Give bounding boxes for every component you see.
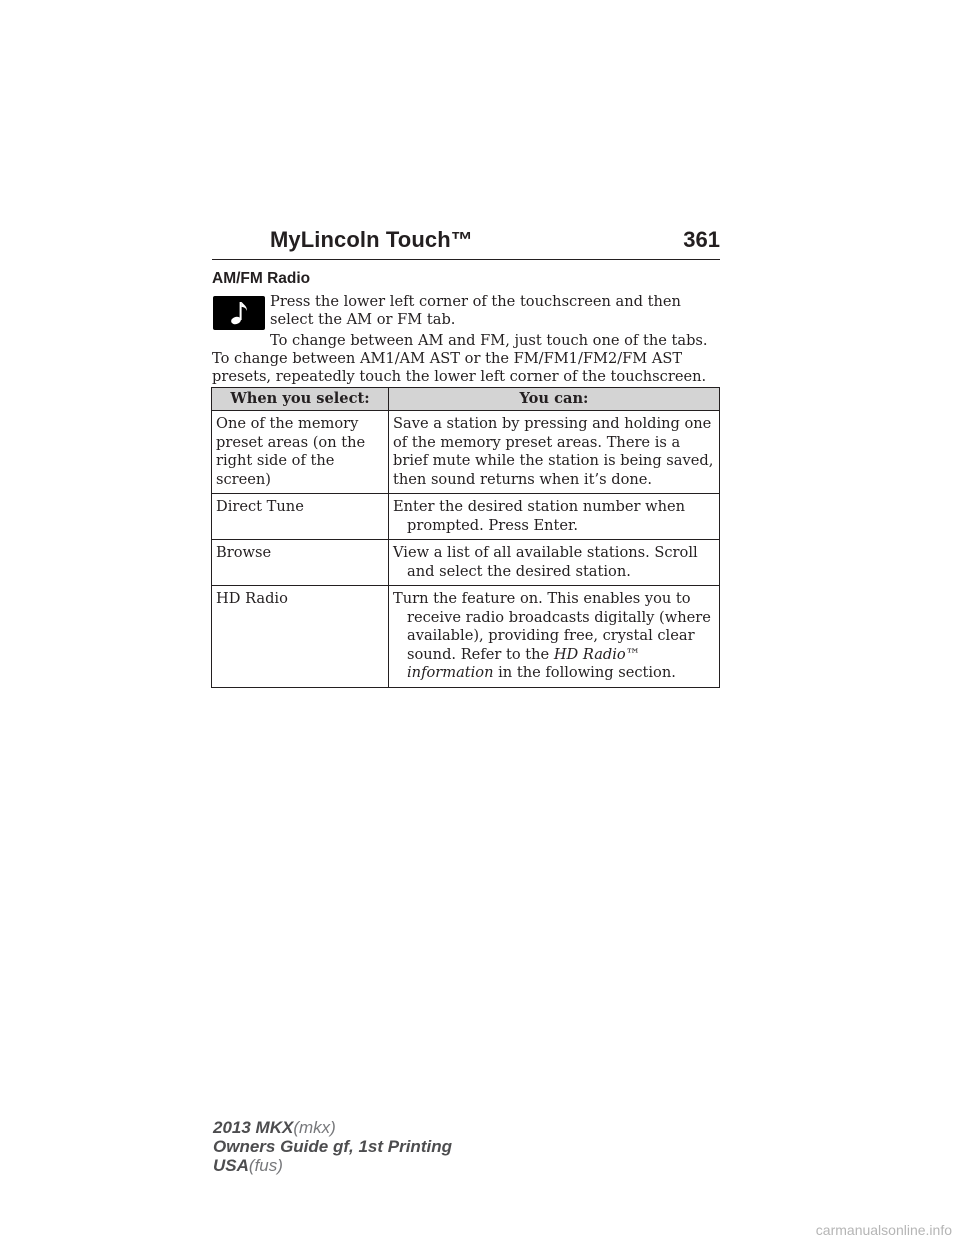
footer-line-2	[213, 1137, 452, 1156]
table-cell-action: View a list of all available stations. Scroll and select the desired station.	[389, 540, 720, 586]
table-cell-select: Browse	[212, 540, 389, 586]
page-header	[212, 223, 720, 260]
table-header-action: You can:	[389, 388, 720, 411]
footer-market-code: (fus)	[248, 1156, 283, 1175]
watermark: carmanualsonline.info	[815, 1222, 952, 1238]
table-row	[212, 494, 720, 540]
table-header-select: When you select:	[212, 388, 389, 411]
footer-line-3	[213, 1156, 452, 1175]
action-text-after: in the following section.	[493, 664, 676, 681]
music-note-icon	[213, 296, 265, 330]
cross-reference-link[interactable]: HD Radio™ information	[407, 645, 641, 681]
table-cell-select: One of the memory preset areas (on the right side of the screen)	[212, 411, 389, 494]
table-cell-action: Save a station by pressing and holding one of the memory preset areas. There is a brief mute while the station is being saved, then sound returns when it’s done.	[389, 411, 720, 494]
intro-text: Press the lower left corner of the touchscreen and then select the AM or FM tab.	[270, 293, 681, 328]
body-paragraph: To change between AM and FM, just touch one of the tabs. To change between AM1/AM AST or the FM/FM1/FM2/FM AST presets, repeatedly touch the lower left corner of the touchscreen.	[212, 332, 708, 385]
footer-market: USA	[213, 1156, 249, 1175]
table-cell-select: Direct Tune	[212, 494, 389, 540]
page-title: MyLincoln Touch™	[270, 227, 473, 252]
feature-table	[211, 387, 720, 688]
music-note-icon-glyph	[213, 296, 265, 330]
table-cell-action	[389, 586, 720, 688]
section-heading: AM/FM Radio	[212, 270, 311, 287]
footer-print-info	[213, 1118, 452, 1175]
table-row	[212, 586, 720, 688]
footer-guide: Owners Guide gf, 1st Printing	[213, 1137, 452, 1156]
footer-line-1	[213, 1118, 452, 1137]
table-cell-action: Enter the desired station number when prompted. Press Enter.	[389, 494, 720, 540]
action-text-before: Turn the feature on. This enables you to receive radio broadcasts digitally (where available), providing free, crystal clear sound. Refer to the	[393, 590, 711, 663]
footer-model: 2013 MKX	[213, 1118, 294, 1137]
table-row	[212, 540, 720, 586]
table-header-row	[212, 388, 720, 411]
table-cell-select: HD Radio	[212, 586, 389, 688]
footer-model-code: (mkx)	[293, 1118, 336, 1137]
table-row	[212, 411, 720, 494]
page-number: 361	[683, 227, 720, 252]
